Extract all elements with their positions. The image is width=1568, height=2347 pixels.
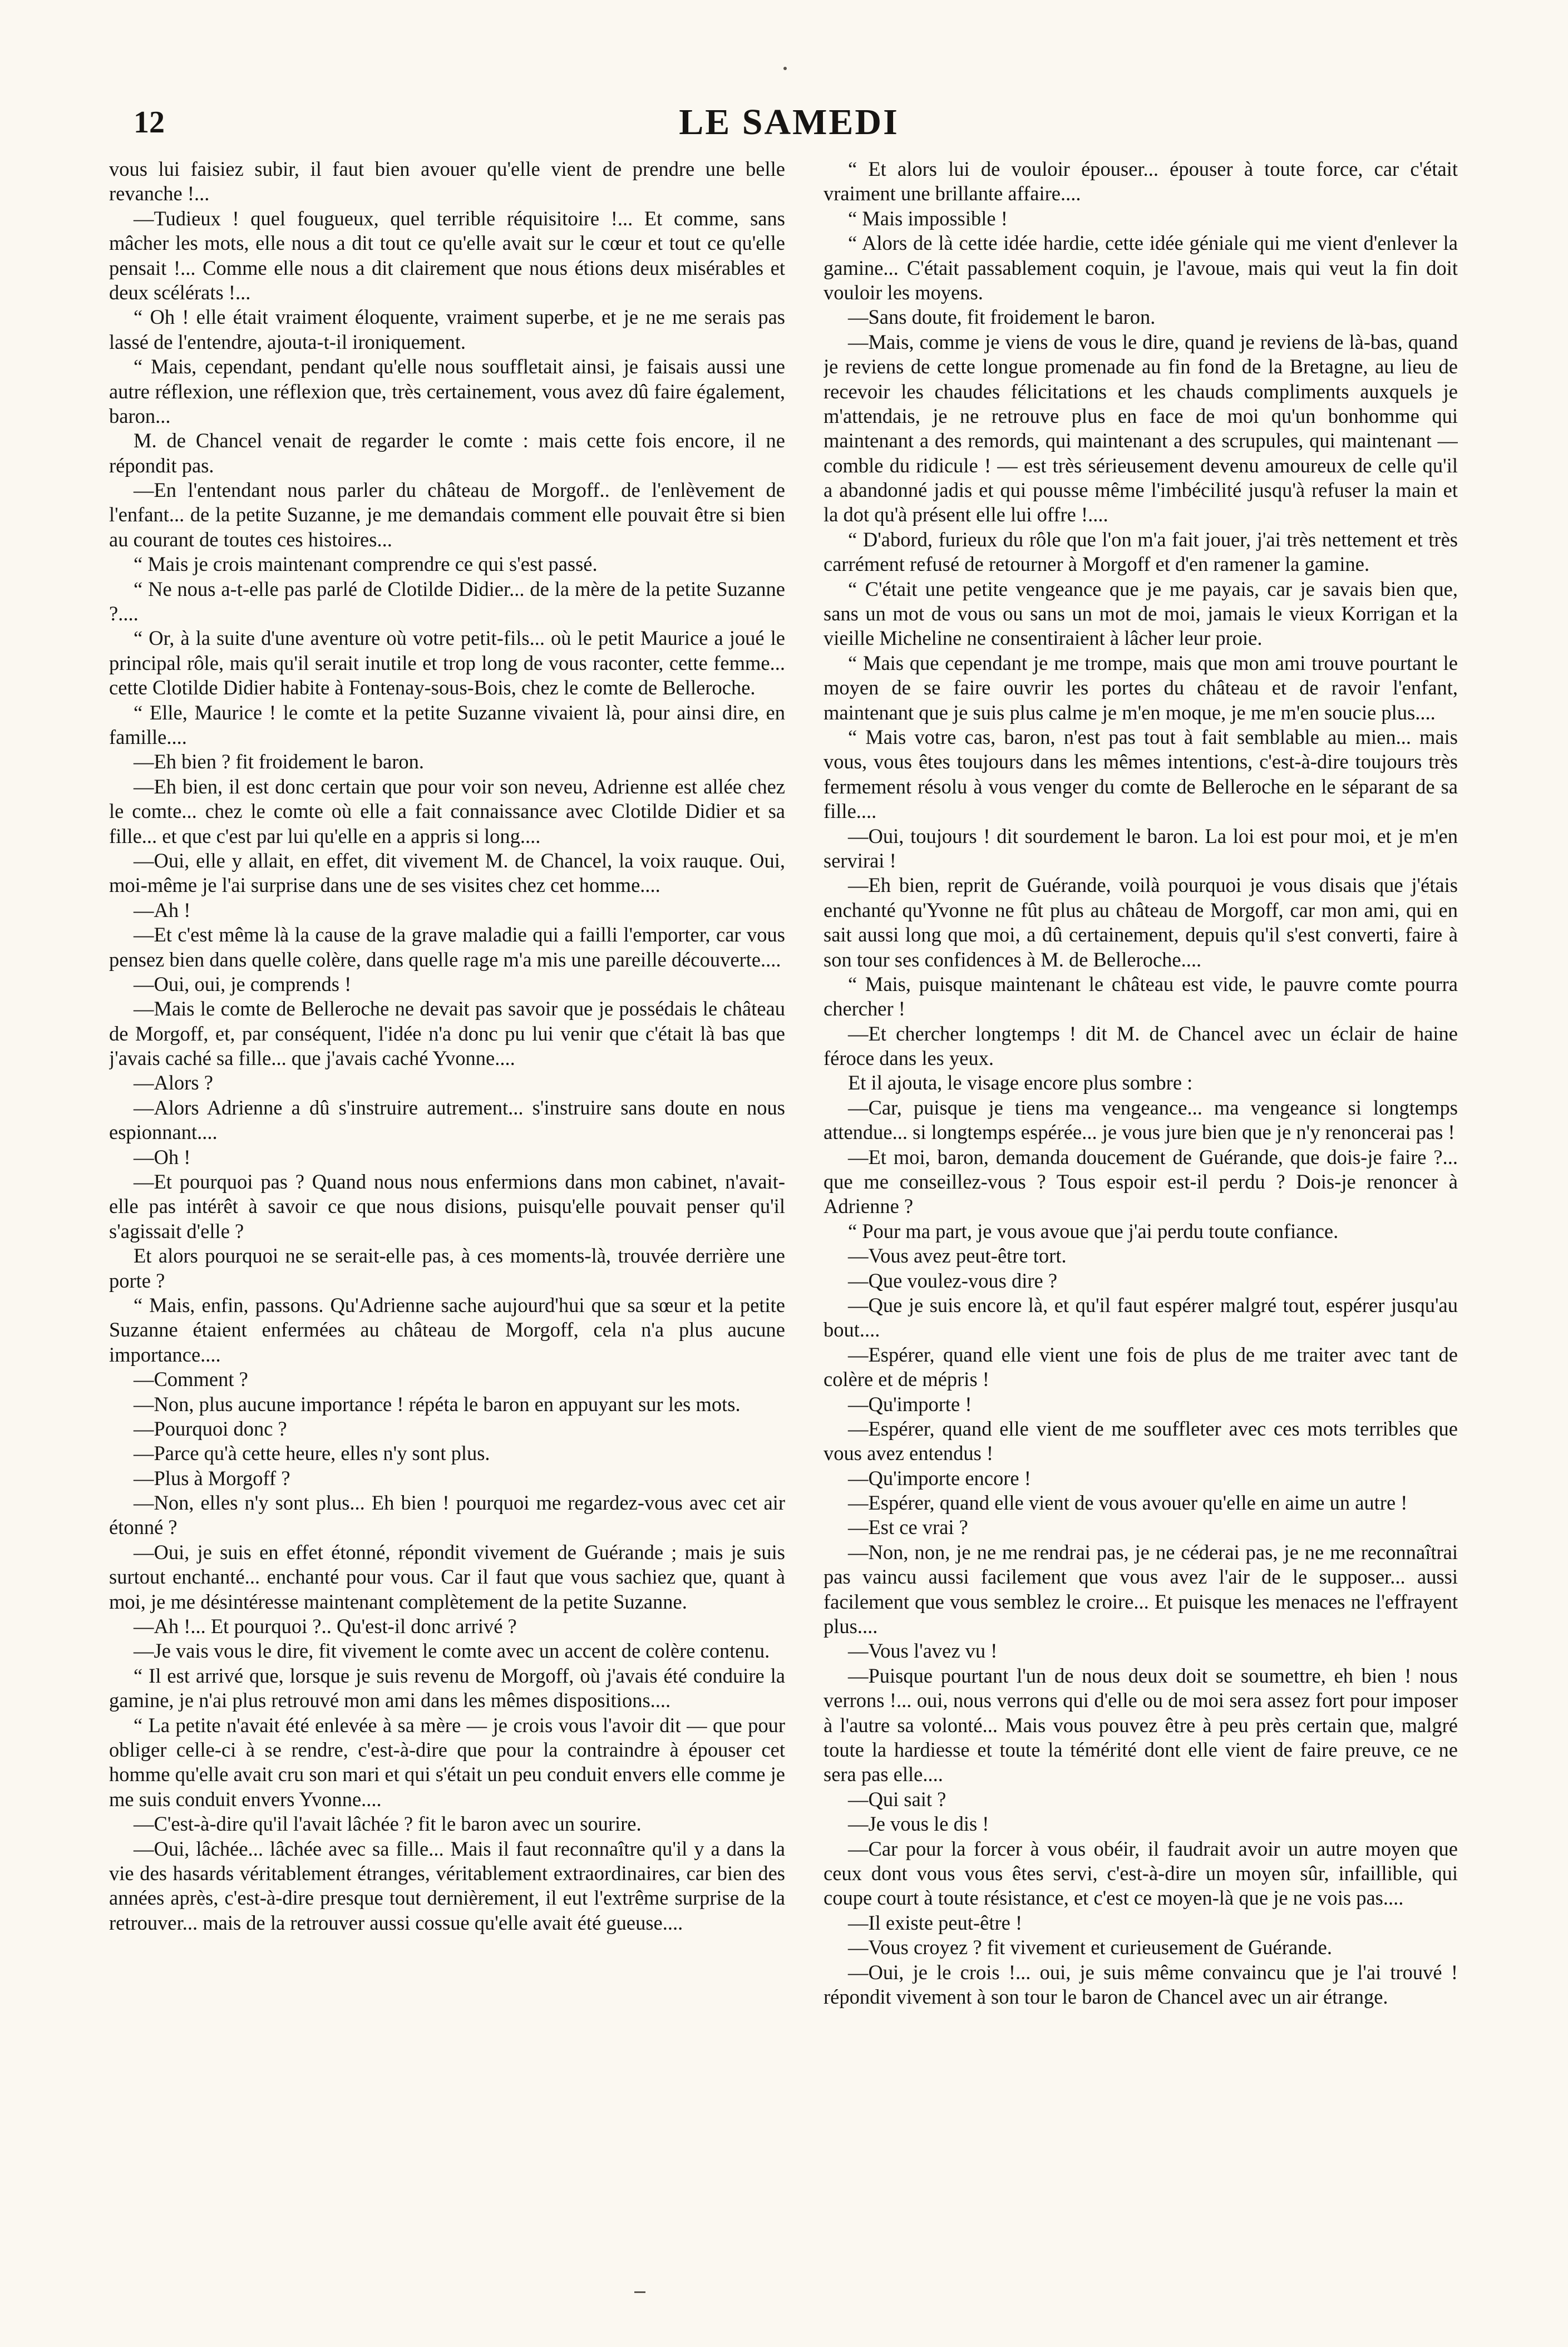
paragraph: —C'est-à-dire qu'il l'avait lâchée ? fit le baron avec un sourire. xyxy=(134,1812,642,1836)
paragraph: —Eh bien ? fit froidement le baron. xyxy=(134,750,424,773)
paragraph: —Et chercher longtemps ! dit M. de Chancel avec un éclair de haine féroce dans les yeux. xyxy=(824,1022,1458,1070)
printer-mark xyxy=(634,2291,645,2293)
left-column xyxy=(109,157,785,2252)
paragraph: “ C'était une petite vengeance que je me payais, car je savais bien que, sans un mot de vous ou sans un mot de moi, jamais le vieux Korrigan et la vieille Micheline ne consentiraient à lâcher leur proie. xyxy=(824,577,1458,650)
paragraph: —Et c'est même là la cause de la grave maladie qui a failli l'emporter, car vous pensez bien dans quelle colère, dans quelle rage m'a mis une pareille découverte.... xyxy=(109,923,785,971)
paragraph: “ La petite n'avait été enlevée à sa mère — je crois vous l'avoir dit — que pour obliger celle-ci à se rendre, c'est-à-dire que pour la contraindre à épouser cet homme qu'elle avait cru son mari et qui s'était un peu conduit envers elle comme je me suis conduit envers Yvonne.... xyxy=(109,1713,785,1811)
paragraph: —Mais, comme je viens de vous le dire, quand je reviens de là-bas, quand je reviens de cette longue promenade au fin fond de la Bretagne, au lieu de recevoir les chaudes félicitations et les chauds compliments auxquels je m'attendais, je ne retrouve plus en face de moi qu'un bonhomme qui maintenant a des remords, qui maintenant a des scrupules, qui maintenant — comble du ridicule ! — est très sérieusement devenu amoureux de celle qu'il a abandonné jadis et qui pousse même l'imbécilité jusqu'à refuser la main et la dot qu'à présent elle lui offre !.... xyxy=(824,330,1458,526)
paragraph: “ Mais, enfin, passons. Qu'Adrienne sache aujourd'hui que sa sœur et la petite Suzanne étaient enfermées au château de Morgoff, cela n'a plus aucune importance.... xyxy=(109,1293,785,1366)
paragraph: —Je vous le dis ! xyxy=(848,1812,989,1836)
paragraph: “ Mais impossible ! xyxy=(848,206,1008,230)
paragraph: “ Mais votre cas, baron, n'est pas tout à fait semblable au mien... mais vous, vous êtes toujours dans les mêmes intentions, c'est-à-dire toujours très fermement résolu à vous venger du comte de Belleroche en le séparant de sa fille.... xyxy=(824,725,1458,823)
paragraph: “ Oh ! elle était vraiment éloquente, vraiment superbe, et je ne me serais pas lassé de l'entendre, ajouta-t-il ironiquement. xyxy=(109,305,785,353)
paragraph: —Vous l'avez vu ! xyxy=(848,1639,998,1663)
paragraph: —Vous avez peut-être tort. xyxy=(848,1244,1067,1268)
paragraph: —Ah ! xyxy=(134,898,191,921)
paragraph: “ Mais je crois maintenant comprendre ce qui s'est passé. xyxy=(134,553,598,576)
paragraph: “ Alors de là cette idée hardie, cette idée géniale qui me vient d'enlever la gamine... C'était passablement coquin, je l'avoue, mais qui veut la fin doit vouloir les moyens. xyxy=(824,231,1458,304)
paragraph: —Non, non, je ne me rendrai pas, je ne céderai pas, je ne me reconnaîtrai pas vaincu aussi facilement que vous avez l'air de le supposer... aussi facilement que vous semblez le croire... Et puisque les menaces ne l'effrayent plus.... xyxy=(824,1540,1458,1638)
paragraph: —Alors Adrienne a dû s'instruire autrement... s'instruire sans doute en nous espionnant.... xyxy=(109,1096,785,1144)
printer-mark xyxy=(783,67,787,70)
paragraph: —Parce qu'à cette heure, elles n'y sont plus. xyxy=(134,1442,490,1465)
paragraph: —Qui sait ? xyxy=(848,1787,946,1811)
paragraph: —Je vais vous le dire, fit vivement le comte avec un accent de colère contenu. xyxy=(134,1639,770,1663)
paragraph: “ Mais, puisque maintenant le château est vide, le pauvre comte pourra chercher ! xyxy=(824,972,1458,1020)
paragraph: —Comment ? xyxy=(134,1368,248,1391)
paragraph: —Oui, je le crois !... oui, je suis même convaincu que je l'ai trouvé ! répondit vivement à son tour le baron de Chancel avec un air étrange. xyxy=(824,1960,1458,2008)
paragraph: —Alors ? xyxy=(134,1071,213,1094)
paragraph: —En l'entendant nous parler du château de Morgoff.. de l'enlèvement de l'enfant... de la petite Suzanne, je me demandais comment elle pouvait être si bien au courant de toutes ces histoires... xyxy=(109,479,785,551)
paragraph: —Vous croyez ? fit vivement et curieusement de Guérande. xyxy=(848,1936,1332,1959)
paragraph: —Car pour la forcer à vous obéir, il faudrait avoir un autre moyen que ceux dont vous vous êtes servi, c'est-à-dire un moyen sûr, infaillible, qui coupe court à toute résistance, et c'est ce moyen-là que je ne vois pas.... xyxy=(824,1837,1458,1910)
paragraph: —Car, puisque je tiens ma vengeance... ma vengeance si longtemps attendue... si longtemps espérée... je vous jure bien que je n'y renoncerai pas ! xyxy=(824,1096,1458,1144)
paragraph: —Plus à Morgoff ? xyxy=(134,1466,290,1490)
paragraph: —Espérer, quand elle vient de me souffleter avec ces mots terribles que vous avez entendus ! xyxy=(824,1417,1458,1465)
paragraph: —Qu'importe ! xyxy=(848,1392,972,1416)
paragraph: —Oui, lâchée... lâchée avec sa fille... Mais il faut reconnaître qu'il y a dans la vie des hasards véritablement étranges, véritablement extraordinaires, car bien des années après, c'est-à-dire presque tout dernièrement, il eut l'extrême surprise de la retrouver... mais de la retrouver aussi cossue qu'elle avait été gueuse.... xyxy=(109,1837,785,1934)
journal-title: LE SAMEDI xyxy=(679,102,899,142)
paragraph: “ Or, à la suite d'une aventure où votre petit-fils... où le petit Maurice a joué le principal rôle, mais qu'il serait inutile et trop long de vous raconter, cette femme... cette Clotilde Didier habite à Fontenay-sous-Bois, chez le comte de Belleroche. xyxy=(109,627,785,699)
paragraph: “ Mais que cependant je me trompe, mais que mon ami trouve pourtant le moyen de se faire ouvrir les portes du château et de ravoir l'enfant, maintenant que je suis plus calme je m'en moque, je me m'en soucie plus.... xyxy=(824,651,1458,724)
paragraph: “ Pour ma part, je vous avoue que j'ai perdu toute confiance. xyxy=(848,1219,1339,1242)
paragraph: “ D'abord, furieux du rôle que l'on m'a fait jouer, j'ai très nettement et très carrément refusé de retourner à Morgoff et d'en ramener la gamine. xyxy=(824,527,1458,576)
paragraph: M. de Chancel venait de regarder le comte : mais cette fois encore, il ne répondit pas. xyxy=(109,429,785,477)
paragraph: —Non, plus aucune importance ! répéta le baron en appuyant sur les mots. xyxy=(134,1392,741,1416)
paragraph: “ Mais, cependant, pendant qu'elle nous souffletait ainsi, je faisais aussi une autre réflexion, une réflexion que, très certainement, vous avez dû faire également, baron... xyxy=(109,355,785,427)
paragraph: —Espérer, quand elle vient de vous avouer qu'elle en aime un autre ! xyxy=(848,1491,1408,1515)
page-header xyxy=(134,102,1444,142)
paragraph: —Ah !... Et pourquoi ?.. Qu'est-il donc arrivé ? xyxy=(134,1615,517,1638)
paragraph: —Eh bien, reprit de Guérande, voilà pourquoi je vous disais que j'étais enchanté qu'Yvonne ne fût plus au château de Morgoff, car mon ami, qui en sait aussi long que moi, a dû certainement, depuis qu'il s'est converti, faire à son tour ses confidences à M. de Belleroche.... xyxy=(824,874,1458,971)
paragraph: “ Et alors lui de vouloir épouser... épouser à toute force, car c'était vraiment une brillante affaire.... xyxy=(824,157,1458,205)
paragraph: —Oui, oui, je comprends ! xyxy=(134,972,352,995)
paragraph: —Et moi, baron, demanda doucement de Guérande, que dois-je faire ?... que me conseillez-vous ? Tous espoir est-il perdu ? Dois-je renoncer à Adrienne ? xyxy=(824,1145,1458,1218)
paragraph: —Et pourquoi pas ? Quand nous nous enfermions dans mon cabinet, n'avait-elle pas intérêt à savoir ce que nous disions, puisqu'elle pouvait penser qu'il s'agissait d'elle ? xyxy=(109,1170,785,1242)
paragraph: —Pourquoi donc ? xyxy=(134,1417,287,1440)
paragraph: —Oui, je suis en effet étonné, répondit vivement de Guérande ; mais je suis surtout enchanté... enchanté pour vous. Car il faut que vous sachiez que, quant à moi, je me désintéresse maintenant complètement de la petite Suzanne. xyxy=(109,1540,785,1613)
paragraph: —Oui, toujours ! dit sourdement le baron. La loi est pour moi, et je m'en servirai ! xyxy=(824,824,1458,872)
paragraph: —Tudieux ! quel fougueux, quel terrible réquisitoire !... Et comme, sans mâcher les mots, elle nous a dit tout ce qu'elle avait sur le cœur et tout ce qu'elle pensait !... Comme elle nous a dit clairement que nous étions deux misérables et deux scélérats !... xyxy=(109,206,785,304)
paragraph: —Il existe peut-être ! xyxy=(848,1911,1023,1934)
paragraph: —Qu'importe encore ! xyxy=(848,1466,1031,1490)
paragraph: —Eh bien, il est donc certain que pour voir son neveu, Adrienne est allée chez le comte... chez le comte où elle a fait connaissance avec Clotilde Didier et sa fille... et que c'est par lui qu'elle en a appris si long.... xyxy=(109,775,785,847)
paragraph: —Mais le comte de Belleroche ne devait pas savoir que je possédais le château de Morgoff, et, par conséquent, l'idée n'a donc pu lui venir que c'était là bas que j'avais caché sa fille... que j'avais caché Yvonne.... xyxy=(109,997,785,1070)
paragraph: —Oui, elle y allait, en effet, dit vivement M. de Chancel, la voix rauque. Oui, moi-même je l'ai surprise dans une de ses visites chez cet homme.... xyxy=(109,849,785,897)
paragraph: “ Elle, Maurice ! le comte et la petite Suzanne vivaient là, pour ainsi dire, en famille.... xyxy=(109,701,785,748)
paragraph: “ Ne nous a-t-elle pas parlé de Clotilde Didier... de la mère de la petite Suzanne ?.... xyxy=(109,577,785,625)
paragraph: —Non, elles n'y sont plus... Eh bien ! pourquoi me regardez-vous avec cet air étonné ? xyxy=(109,1491,785,1539)
page-number: 12 xyxy=(134,105,165,140)
paragraph: “ Il est arrivé que, lorsque je suis revenu de Morgoff, où j'avais été conduire la gamine, je n'ai plus retrouvé mon ami dans les mêmes dispositions.... xyxy=(109,1664,785,1712)
paragraph: —Sans doute, fit froidement le baron. xyxy=(848,305,1156,329)
right-column xyxy=(824,157,1458,2252)
paragraph: —Que voulez-vous dire ? xyxy=(848,1269,1058,1292)
paragraph: vous lui faisiez subir, il faut bien avouer qu'elle vient de prendre une belle revanche !... xyxy=(109,157,785,205)
paragraph: Et il ajouta, le visage encore plus sombre : xyxy=(848,1071,1193,1094)
paragraph: —Est ce vrai ? xyxy=(848,1516,968,1539)
paragraph: —Oh ! xyxy=(134,1145,191,1168)
paragraph: Et alors pourquoi ne se serait-elle pas, à ces moments-là, trouvée derrière une porte ? xyxy=(109,1244,785,1292)
paragraph: —Espérer, quand elle vient une fois de plus de me traiter avec tant de colère et de mépris ! xyxy=(824,1343,1458,1391)
paragraph: —Puisque pourtant l'un de nous deux doit se soumettre, eh bien ! nous verrons !... oui, nous verrons qui d'elle ou de moi sera assez fort pour imposer à l'autre sa volonté... Mais vous pouvez être à peu près certain que, malgré toute la hardiesse et toute la témérité dont elle vient de faire preuve, ce ne sera pas elle.... xyxy=(824,1664,1458,1786)
paragraph: —Que je suis encore là, et qu'il faut espérer malgré tout, espérer jusqu'au bout.... xyxy=(824,1293,1458,1342)
